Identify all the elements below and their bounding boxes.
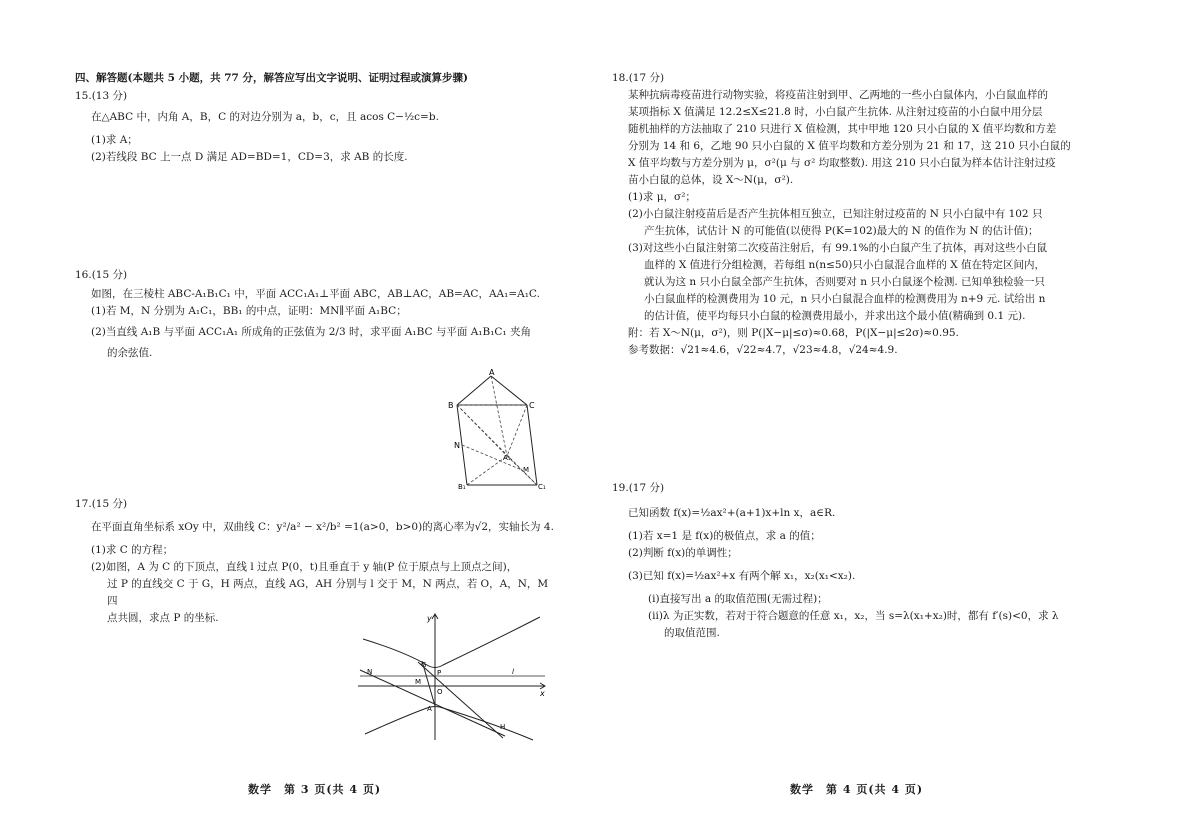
q16-part2: (2)当直线 A₁B 与平面 ACC₁A₁ 所成角的正弦值为 2/3 时，求平面 A₁BC 与平面 A₁B₁C₁ 夹角 <box>91 326 532 338</box>
edge-ab <box>457 376 491 405</box>
q18-part3-line2: 血样的 X 值进行分组检测，若每组 n(n≤50)只小白鼠混合血样的 X 值在特定区间内， <box>644 259 1046 271</box>
q19-subpart-i: (i)直接写出 a 的取值范围(无需过程)； <box>648 593 828 605</box>
label-o: O <box>437 688 443 696</box>
edge-b1a1 <box>467 456 507 485</box>
edge-ca1 <box>507 405 527 456</box>
q16-part2-cont: 的余弦值. <box>107 347 153 359</box>
q15-header: 15.(13 分) <box>75 90 128 102</box>
edge-aa1 <box>491 376 507 456</box>
label-h: H <box>500 723 506 731</box>
q18-stem-line2: 某项指标 X 值满足 12.2≤X≤21.8 时，小白鼠产生抗体. 从注射过疫苗的小白鼠中用分层 <box>628 106 1043 118</box>
q19-part3: (3)已知 f(x)=½ax²+x 有两个解 x₁，x₂(x₁<x₂). <box>628 570 856 582</box>
label-n: N <box>454 441 460 450</box>
q18-part3-line1: (3)对这些小白鼠注射第二次疫苗注射后，有 99.1%的小白鼠产生了抗体，再对这些小白鼠 <box>628 242 1048 254</box>
q17-part2-line3: 点共圆，求点 P 的坐标. <box>107 612 219 624</box>
label-a: A <box>489 368 495 377</box>
q19-stem: 已知函数 f(x)=½ax²+(a+1)x+ln x，a∈R. <box>628 507 836 519</box>
hyperbola-figure <box>355 612 550 742</box>
q15-part1: (1)求 A； <box>91 134 138 146</box>
label-b1: B₁ <box>458 483 466 490</box>
q18-stem-line4: 分别为 14 和 6，乙地 90 只小白鼠的 X 值平均数和方差分别为 21 和 17，这 210 只小白鼠的 <box>628 140 1071 152</box>
question-16 <box>75 267 555 362</box>
q15-stem: 在△ABC 中，内角 A，B，C 的对边分别为 a，b，c，且 acos C−½c=b. <box>91 111 439 123</box>
q19-subpart-ii-cont: 的取值范围. <box>664 627 720 639</box>
question-15 <box>75 88 555 166</box>
q18-header: 18.(17 分) <box>612 72 665 84</box>
q18-stem-line6: 苗小白鼠的总体，设 X～N(μ，σ²). <box>628 174 794 186</box>
label-x: x <box>540 689 545 698</box>
label-p: P <box>437 669 442 677</box>
q19-part1: (1)若 x=1 是 f(x)的极值点，求 a 的值； <box>628 530 821 542</box>
lower-branch <box>365 707 533 741</box>
q18-note: 附：若 X～N(μ，σ²)，则 P(|X−μ|≤σ)≈0.68，P(|X−μ|≤2σ)≈0.95. <box>628 327 959 339</box>
segment-mn <box>462 445 522 470</box>
label-a1: A₁ <box>503 454 511 462</box>
right-page <box>612 70 1102 359</box>
q17-stem: 在平面直角坐标系 xOy 中，双曲线 C：y²/a² − x²/b² =1(a>0，b>0)的离心率为√2，实轴长为 4. <box>91 521 554 533</box>
q17-header: 17.(15 分) <box>75 498 128 510</box>
q18-stem-line1: 某种抗病毒疫苗进行动物实验，将疫苗注射到甲、乙两地的一些小白鼠体内，小白鼠血样的 <box>628 89 1048 101</box>
label-m: M <box>523 466 530 474</box>
label-c: C <box>529 401 535 410</box>
q18-stem-line5: X 值平均数与方差分别为 μ，σ²(μ 与 σ² 均取整数). 用这 210 只小白鼠为样本估计注射过疫 <box>628 157 1056 169</box>
q19-header: 19.(17 分) <box>612 482 665 494</box>
q19-subpart-ii: (ii)λ 为正实数，若对于符合题意的任意 x₁，x₂，当 s=λ(x₁+x₂)时，都有 f′(s)<0，求 λ <box>648 610 1059 622</box>
upper-branch <box>363 617 540 668</box>
q18-part2-line1: (2)小白鼠注射疫苗后是否产生抗体相互独立，已知注射过疫苗的 N 只小白鼠中有 102 只 <box>628 208 1043 220</box>
label-m: M <box>415 678 422 686</box>
q19-part2: (2)判断 f(x)的单调性； <box>628 547 738 559</box>
q17-part1: (1)求 C 的方程； <box>91 544 174 556</box>
prism-figure <box>445 368 555 490</box>
q17-part2-line2: 过 P 的直线交 C 于 G，H 两点，直线 AG，AH 分别与 l 交于 M，N 两点，若 O，A，N，M 四 <box>107 578 549 607</box>
q16-part1: (1)若 M，N 分别为 A₁C₁，BB₁ 的中点，证明：MN∥平面 A₁BC； <box>91 305 407 317</box>
label-g: G <box>421 661 427 669</box>
edge-ac <box>491 376 527 405</box>
label-a: A <box>427 705 432 713</box>
label-l: l <box>512 668 514 676</box>
q16-stem: 如图，在三棱柱 ABC-A₁B₁C₁ 中，平面 ACC₁A₁⊥平面 ABC，AB⊥AC，AB=AC，AA₁=A₁C. <box>91 288 540 300</box>
label-n: N <box>367 668 373 676</box>
label-c1: C₁ <box>538 483 546 490</box>
section-heading: 四、解答题(本题共 5 小题，共 77 分，解答应写出文字说明、证明过程或演算步骤) <box>75 72 468 84</box>
q17-part2: (2)如图，A 为 C 的下顶点，直线 l 过点 P(0，t)且垂直于 y 轴(P 位于原点与上顶点之间)， <box>91 561 518 573</box>
q18-part3-line5: 的估计值，使平均每只小白鼠的检测费用最小，并求出这个最小值(精确到 0.1 元). <box>644 310 1026 322</box>
q18-part1: (1)求 μ，σ²； <box>628 191 696 203</box>
footer-page-4: 数学 第 4 页(共 4 页) <box>790 783 924 796</box>
q15-part2: (2)若线段 BC 上一点 D 满足 AD=BD=1，CD=3，求 AB 的长度. <box>91 151 408 163</box>
q16-header: 16.(15 分) <box>75 269 128 281</box>
label-b: B <box>448 401 454 410</box>
footer-page-3: 数学 第 3 页(共 4 页) <box>248 783 382 796</box>
line-gh <box>418 662 506 738</box>
question-18 <box>612 70 1102 359</box>
label-y: y <box>427 614 432 623</box>
left-page <box>75 70 555 166</box>
question-19 <box>612 480 1102 642</box>
q18-part3-line4: 小白鼠血样的检测费用为 10 元，n 只小白鼠混合血样的检测费用为 n+9 元. 试给出 n <box>644 293 1046 305</box>
q18-part3-line3: 就认为这 n 只小白鼠全部产生抗体，否则要对 n 只小白鼠逐个检测. 已知单独检验一只 <box>644 276 1046 288</box>
question-17 <box>75 496 555 627</box>
q18-reference: 参考数据：√21≈4.6，√22≈4.7，√23≈4.8，√24≈4.9. <box>628 344 898 356</box>
q18-stem-line3: 随机抽样的方法抽取了 210 只进行 X 值检测，其中甲地 120 只小白鼠的 X 值平均数和方差 <box>628 123 1057 135</box>
q18-part2-line2: 产生抗体，试估计 N 的可能值(以使得 P(K=102)最大的 N 的值作为 N 的估计值)； <box>644 225 1039 237</box>
